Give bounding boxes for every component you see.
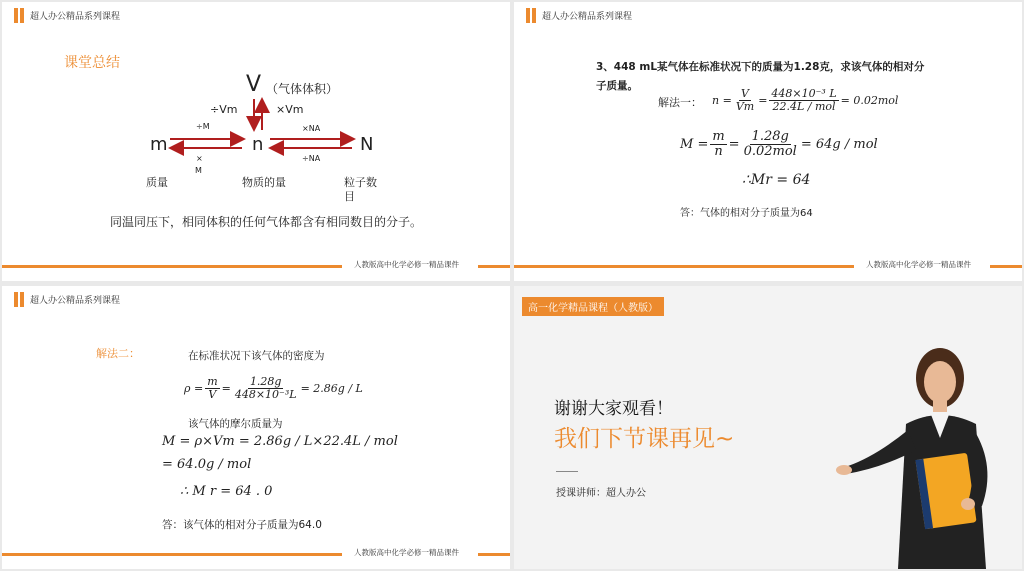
- slide-footer: [2, 259, 510, 271]
- label-particles-2: 目: [344, 190, 355, 203]
- eq1-f2-den: 22.4L / mol: [772, 100, 836, 114]
- rho-fraction-2: [233, 376, 299, 401]
- equation-molar-mass: M = $\frac{m}{n}$ = $\frac{1.28g}{\text{0.02mol}}$ = 64g / mol: [680, 129, 878, 160]
- label-div-m: ÷M: [196, 122, 210, 131]
- avogadro-law: 同温同压下，相同体积的任何气体都含有相同数目的分子。: [110, 215, 423, 229]
- label-particles: 粒子数: [344, 176, 377, 189]
- label-mul-m-2: M: [195, 166, 202, 175]
- footer-text: 人教版高中化学必修一精品课件: [354, 548, 459, 557]
- conversion-arrows: [2, 2, 510, 281]
- eq1-fraction-1: [734, 88, 756, 113]
- eq2-lhs: M =: [680, 137, 709, 153]
- eq2-f2-num: 1.28g: [751, 129, 789, 144]
- header-title: 超人办公精品系列课程: [30, 295, 121, 306]
- header-title: 超人办公精品系列课程: [30, 11, 121, 22]
- footer-line: [514, 265, 854, 268]
- eq1-f1-den: Vm: [735, 100, 755, 114]
- footer-line-right: [478, 265, 510, 268]
- slide-method-2[interactable]: [2, 286, 510, 569]
- thanks-text: 谢谢大家观看！: [554, 399, 673, 419]
- footer-line: [2, 553, 342, 556]
- label-amount: 物质的量: [242, 176, 286, 189]
- slide-header: [14, 291, 120, 307]
- header-title: 超人办公精品系列课程: [542, 11, 633, 22]
- eq2-f1-den: n: [714, 144, 723, 160]
- eq1-f2-num: 448×10⁻³ L: [771, 87, 837, 100]
- footer-line: [2, 265, 342, 268]
- eq1-result: = 0.02mol: [840, 94, 899, 108]
- rho-result: = 2.86g / L: [300, 382, 363, 396]
- footer-line-right: [990, 265, 1022, 268]
- label-div-vm: ÷Vm: [210, 103, 238, 116]
- slide-header: [526, 7, 632, 23]
- header-bars-icon: [14, 292, 24, 307]
- rho-f2-den: 448×10⁻³L: [234, 388, 297, 402]
- symbol-big-n: N: [360, 134, 374, 155]
- molar-mass-line1: M = ρ×Vm = 2.86g / L×22.4L / mol: [162, 434, 398, 449]
- label-mul-m: ×: [196, 154, 203, 163]
- eq1-lhs: n =: [712, 94, 732, 108]
- eq2-fraction-2: [742, 130, 799, 160]
- slide-thanks[interactable]: [514, 286, 1022, 569]
- eq1-f1-num: V: [741, 87, 749, 100]
- equation-n: n = $\frac{V}{Vm}$ = $\frac{\text{448×10⁻³ L}}{\text{22.4L / mol}}$ = 0.02mol: [712, 87, 899, 114]
- eq2-f2-den: 0.02mol: [743, 144, 797, 160]
- answer-text: 答：该气体的相对分子质量为64.0: [162, 519, 322, 531]
- summary-heading: 课堂总结: [64, 55, 120, 71]
- mr-line: ∴ M r = 64 . 0: [180, 484, 273, 499]
- label-mul-vm: ×Vm: [276, 103, 304, 116]
- answer-text: 答：气体的相对分子质量为64: [680, 208, 813, 219]
- label-div-na: ÷NA: [302, 154, 321, 163]
- footer-text: 人教版高中化学必修一精品课件: [354, 260, 459, 269]
- header-bars-icon: [526, 8, 536, 23]
- method2-label: 解法二：: [96, 347, 140, 360]
- slide-footer: [514, 259, 1022, 271]
- eq1-fraction-2: [769, 88, 838, 113]
- rho-f1-den: V: [208, 388, 217, 402]
- method1-label: 解法一：: [658, 96, 702, 109]
- molar-mass-intro: 该气体的摩尔质量为: [188, 418, 283, 430]
- rho-lhs: ρ =: [184, 382, 204, 396]
- footer-text: 人教版高中化学必修一精品课件: [866, 260, 971, 269]
- slide-footer: [2, 547, 510, 559]
- molar-mass-line2: = 64.0g / mol: [162, 457, 252, 472]
- footer-line-right: [478, 553, 510, 556]
- label-mul-na: ×NA: [302, 124, 321, 133]
- density-intro: 在标准状况下该气体的密度为: [188, 350, 325, 362]
- slide-summary[interactable]: [2, 2, 510, 281]
- course-tag: 高一化学精品课程（人教版）: [522, 297, 664, 316]
- rho-fraction-1: [205, 376, 219, 401]
- equation-mr: ∴Mr = 64: [742, 172, 811, 188]
- eq2-result: = 64g / mol: [800, 137, 878, 153]
- eq2-f1-num: m: [712, 129, 725, 144]
- label-mass: 质量: [146, 176, 168, 189]
- problem-text-line2: 子质量。: [596, 80, 638, 92]
- equation-density: ρ = $\frac{m}{V}$ = $\frac{1.28g}{\text{448×10⁻³L}}$ = 2.86g / L: [184, 375, 363, 402]
- rho-f1-num: m: [207, 375, 218, 388]
- lecturer-text: 授课讲师：超人办公: [556, 488, 646, 499]
- symbol-n: n: [252, 134, 264, 155]
- label-gas-volume: （气体体积）: [266, 82, 339, 96]
- see-you-text: 我们下节课再见~: [554, 426, 735, 452]
- symbol-m: m: [150, 134, 168, 155]
- eq2-fraction-1: [710, 130, 726, 160]
- divider: [556, 471, 578, 472]
- rho-f2-num: 1.28g: [249, 375, 282, 388]
- slide-problem-3[interactable]: [514, 2, 1022, 281]
- presenter-image: [836, 326, 1016, 569]
- symbol-v: V: [246, 72, 262, 97]
- problem-text-line1: 3、448 mL某气体在标准状况下的质量为1.28克，求该气体的相对分: [596, 61, 925, 73]
